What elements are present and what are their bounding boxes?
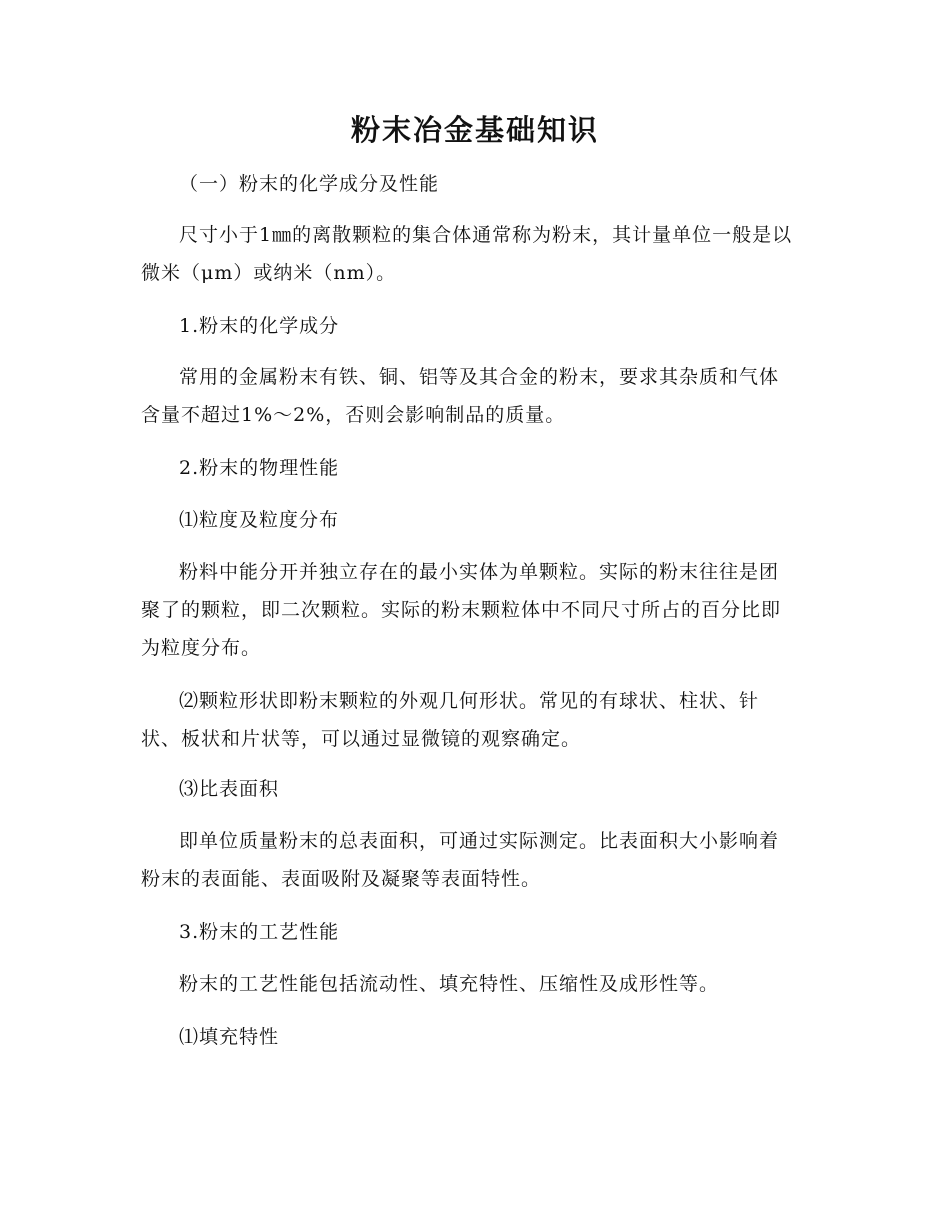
paragraph-specific-surface-area: 即单位质量粉末的总表面积，可通过实际测定。比表面积大小影响着粉末的表面能、表面吸附及凝聚等表面特性。 — [141, 830, 780, 890]
paragraph-common-metal-powders: 常用的金属粉末有铁、铜、铝等及其合金的粉末，要求其杂质和气体含量不超过1%～2%，否则会影响制品的质量。 — [141, 366, 780, 426]
heading-chemical-composition: 1.粉末的化学成分 — [179, 315, 340, 337]
paragraph-particle-size-distribution: 粉料中能分开并独立存在的最小实体为单颗粒。实际的粉末往往是团聚了的颗粒，即二次颗粒。实际的粉末颗粒体中不同尺寸所占的百分比即为粒度分布。 — [141, 561, 782, 659]
section-heading-chemical-composition-and-properties: （一）粉末的化学成分及性能 — [179, 173, 440, 195]
paragraph-powder-definition: 尺寸小于1㎜的离散颗粒的集合体通常称为粉末，其计量单位一般是以微米（μm）或纳米（nm）。 — [141, 224, 793, 284]
heading-process-properties: 3.粉末的工艺性能 — [179, 921, 340, 943]
heading-physical-properties: 2.粉末的物理性能 — [179, 457, 340, 479]
heading-filling-characteristics: ⑴填充特性 — [179, 1026, 280, 1048]
heading-specific-surface-area: ⑶比表面积 — [179, 778, 280, 800]
heading-particle-size-distribution: ⑴粒度及粒度分布 — [179, 509, 340, 531]
document-title: 粉末冶金基础知识 — [350, 113, 599, 147]
paragraph-particle-shape: ⑵颗粒形状即粉末颗粒的外观几何形状。常见的有球状、柱状、针状、板状和片状等，可以通过显微镜的观察确定。 — [141, 690, 760, 750]
paragraph-process-properties: 粉末的工艺性能包括流动性、填充特性、压缩性及成形性等。 — [179, 973, 720, 995]
